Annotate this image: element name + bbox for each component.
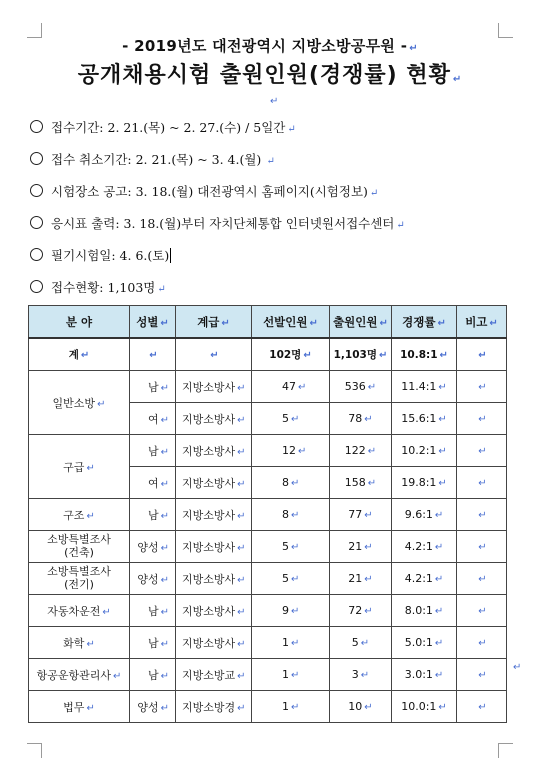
header-gender: 성별 ↵ <box>130 306 176 339</box>
info-line-period: 접수기간: 2. 21.(목) ~ 2. 27.(수) / 5일간 ↵ <box>30 118 520 136</box>
field-cell: 소방특별조사 (건축) <box>29 531 130 563</box>
ratio-cell: 15.6:1 ↵ <box>392 403 457 435</box>
info-line-exam-date: 필기시험일: 4. 6.(토) <box>30 246 520 264</box>
circle-bullet-icon <box>30 120 43 133</box>
selected-cell: 9 ↵ <box>252 595 330 627</box>
selected-cell: 1 ↵ <box>252 659 330 691</box>
ratio-cell: 19.8:1 ↵ <box>392 467 457 499</box>
applicants-cell: 536 ↵ <box>330 371 392 403</box>
applicants-cell: 122 ↵ <box>330 435 392 467</box>
header-selected: 선발인원 ↵ <box>252 306 330 339</box>
field-cell: 자동차운전 ↵ <box>29 595 130 627</box>
circle-bullet-icon <box>30 152 43 165</box>
table-row: 구급 ↵ 남 ↵ 지방소방사 ↵ 12 ↵ 122 ↵ 10.2:1 ↵ ↵ <box>29 435 507 467</box>
selected-cell: 8 ↵ <box>252 499 330 531</box>
selected-cell: 12 ↵ <box>252 435 330 467</box>
paragraph-mark: ↵ <box>513 662 522 673</box>
rank-cell: 지방소방사 ↵ <box>176 531 252 563</box>
selected-cell: 5 ↵ <box>252 403 330 435</box>
info-line-cancel: 접수 취소기간: 2. 21.(목) ~ 3. 4.(월) ↵ <box>30 150 520 168</box>
field-cell: 구급 ↵ <box>29 435 130 499</box>
document-title: 공개채용시험 출원인원(경쟁률) 현황 ↵ <box>77 63 463 88</box>
field-cell: 화학 ↵ <box>29 627 130 659</box>
info-line-status: 접수현황: 1,103명 ↵ <box>30 278 520 296</box>
rank-cell: 지방소방교 ↵ <box>176 659 252 691</box>
selected-cell: 47 ↵ <box>252 371 330 403</box>
ratio-cell: 10.2:1 ↵ <box>392 435 457 467</box>
applicants-table <box>28 305 507 723</box>
field-cell: 법무 ↵ <box>29 691 130 723</box>
table-row: 소방특별조사 (전기) 양성 ↵ 지방소방사 ↵ 5 ↵ 21 ↵ 4.2:1 ↵ ↵ <box>29 563 507 595</box>
selected-cell: 5 ↵ <box>252 531 330 563</box>
rank-cell: 지방소방사 ↵ <box>176 595 252 627</box>
circle-bullet-icon <box>30 216 43 229</box>
circle-bullet-icon <box>30 248 43 261</box>
gender-cell: 여 ↵ <box>130 403 176 435</box>
rank-cell: 지방소방사 ↵ <box>176 371 252 403</box>
table-row: 자동차운전 ↵ 남 ↵ 지방소방사 ↵ 9 ↵ 72 ↵ 8.0:1 ↵ ↵ <box>29 595 507 627</box>
circle-bullet-icon <box>30 280 43 293</box>
gender-cell: 남 ↵ <box>130 435 176 467</box>
header-note: 비고 ↵ <box>457 306 507 339</box>
table-row: 화학 ↵ 남 ↵ 지방소방사 ↵ 1 ↵ 5 ↵ 5.0:1 ↵ ↵ <box>29 627 507 659</box>
table-row: 소방특별조사 (건축) 양성 ↵ 지방소방사 ↵ 5 ↵ 21 ↵ 4.2:1 ↵ ↵ <box>29 531 507 563</box>
gender-cell: 남 ↵ <box>130 371 176 403</box>
field-cell: 소방특별조사 (전기) <box>29 563 130 595</box>
total-applicants: 1,103명 ↵ <box>330 338 392 371</box>
ratio-cell: 4.2:1 ↵ <box>392 563 457 595</box>
applicants-cell: 21 ↵ <box>330 563 392 595</box>
rank-cell: 지방소방사 ↵ <box>176 467 252 499</box>
applicants-cell: 5 ↵ <box>330 627 392 659</box>
rank-cell: 지방소방경 ↵ <box>176 691 252 723</box>
applicants-cell: 21 ↵ <box>330 531 392 563</box>
info-line-admission: 응시표 출력: 3. 18.(월)부터 자치단체통합 인터넷원서접수센터 ↵ <box>30 214 520 232</box>
selected-cell: 1 ↵ <box>252 691 330 723</box>
field-cell: 구조 ↵ <box>29 499 130 531</box>
gender-cell: 양성 ↵ <box>130 563 176 595</box>
gender-cell: 남 ↵ <box>130 627 176 659</box>
table-row: 여 ↵ 지방소방사 ↵ 8 ↵ 158 ↵ 19.8:1 ↵ ↵ <box>29 467 507 499</box>
total-selected: 102명 ↵ <box>252 338 330 371</box>
ratio-cell: 11.4:1 ↵ <box>392 371 457 403</box>
circle-bullet-icon <box>30 184 43 197</box>
ratio-cell: 3.0:1 ↵ <box>392 659 457 691</box>
gender-cell: 남 ↵ <box>130 659 176 691</box>
field-cell: 일반소방 ↵ <box>29 371 130 435</box>
ratio-cell: 10.0:1 ↵ <box>392 691 457 723</box>
header-applicants: 출원인원 ↵ <box>330 306 392 339</box>
gender-cell: 양성 ↵ <box>130 691 176 723</box>
header-ratio: 경쟁률 ↵ <box>392 306 457 339</box>
rank-cell: 지방소방사 ↵ <box>176 403 252 435</box>
page-corner-mark <box>498 743 513 758</box>
applicants-cell: 72 ↵ <box>330 595 392 627</box>
paragraph-mark: ↵ <box>270 96 279 107</box>
page-corner-mark <box>27 743 42 758</box>
rank-cell: 지방소방사 ↵ <box>176 627 252 659</box>
gender-cell: 여 ↵ <box>130 467 176 499</box>
gender-cell: 남 ↵ <box>130 499 176 531</box>
rank-cell: 지방소방사 ↵ <box>176 499 252 531</box>
applicants-cell: 78 ↵ <box>330 403 392 435</box>
table-row: 여 ↵ 지방소방사 ↵ 5 ↵ 78 ↵ 15.6:1 ↵ ↵ <box>29 403 507 435</box>
gender-cell: 양성 ↵ <box>130 531 176 563</box>
ratio-cell: 8.0:1 ↵ <box>392 595 457 627</box>
header-rank: 계급 ↵ <box>176 306 252 339</box>
ratio-cell: 5.0:1 ↵ <box>392 627 457 659</box>
table-total-row: 계 ↵ ↵ ↵ 102명 ↵ 1,103명 ↵ 10.8:1 ↵ ↵ <box>29 338 507 371</box>
info-line-venue: 시험장소 공고: 3. 18.(월) 대전광역시 홈페이지(시험정보) ↵ <box>30 182 520 200</box>
total-label: 계 ↵ <box>29 338 130 371</box>
header-field: 분 야 <box>29 306 130 339</box>
field-cell: 항공운항관리사 ↵ <box>29 659 130 691</box>
selected-cell: 5 ↵ <box>252 563 330 595</box>
applicants-cell: 10 ↵ <box>330 691 392 723</box>
gender-cell: 남 ↵ <box>130 595 176 627</box>
document-subtitle: - 2019년도 대전광역시 지방소방공무원 - ↵ <box>122 37 418 55</box>
applicants-cell: 3 ↵ <box>330 659 392 691</box>
ratio-cell: 4.2:1 ↵ <box>392 531 457 563</box>
selected-cell: 8 ↵ <box>252 467 330 499</box>
table-row: 항공운항관리사 ↵ 남 ↵ 지방소방교 ↵ 1 ↵ 3 ↵ 3.0:1 ↵ ↵ <box>29 659 507 691</box>
text-cursor <box>170 248 171 263</box>
table-row: 구조 ↵ 남 ↵ 지방소방사 ↵ 8 ↵ 77 ↵ 9.6:1 ↵ ↵ <box>29 499 507 531</box>
applicants-cell: 158 ↵ <box>330 467 392 499</box>
rank-cell: 지방소방사 ↵ <box>176 563 252 595</box>
selected-cell: 1 ↵ <box>252 627 330 659</box>
ratio-cell: 9.6:1 ↵ <box>392 499 457 531</box>
rank-cell: 지방소방사 ↵ <box>176 435 252 467</box>
table-row: 법무 ↵ 양성 ↵ 지방소방경 ↵ 1 ↵ 10 ↵ 10.0:1 ↵ ↵ <box>29 691 507 723</box>
applicants-cell: 77 ↵ <box>330 499 392 531</box>
total-ratio: 10.8:1 ↵ <box>392 338 457 371</box>
table-header-row <box>29 306 507 339</box>
table-row: 일반소방 ↵ 남 ↵ 지방소방사 ↵ 47 ↵ 536 ↵ 11.4:1 ↵ ↵ <box>29 371 507 403</box>
